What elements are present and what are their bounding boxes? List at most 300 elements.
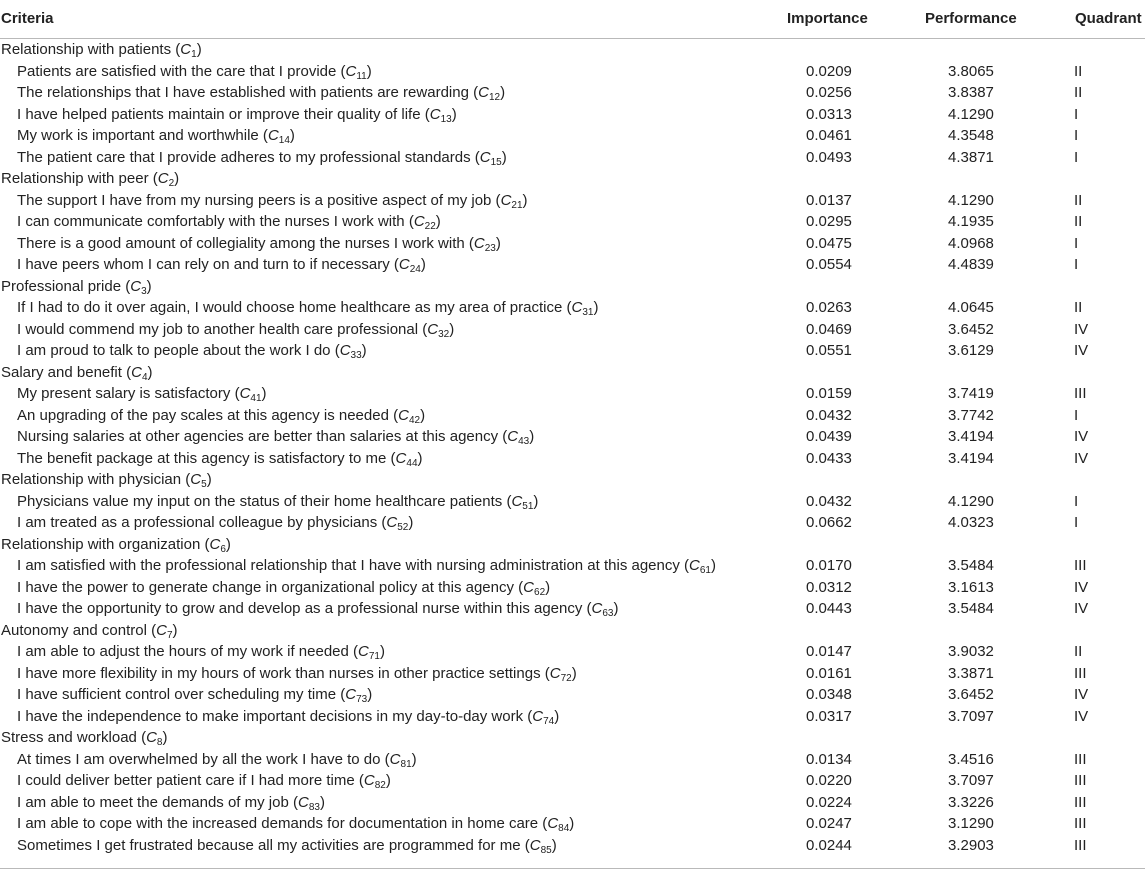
- label-text: I am treated as a professional colleague by physicians: [17, 514, 378, 531]
- performance-value: 3.4194: [948, 449, 994, 467]
- label-text: Professional pride: [1, 277, 122, 295]
- table-row: [0, 383, 1145, 405]
- criteria-code: [340, 342, 362, 359]
- code-letter: C: [130, 277, 142, 295]
- importance-value: 0.0161: [806, 664, 852, 682]
- criteria-label: If I had to do it over again, I would choose home healthcare as my area of practice $(C_{31})$: [17, 299, 599, 318]
- bottom-rule: [0, 868, 1145, 869]
- group-row: [0, 168, 1145, 190]
- code-letter: C: [547, 815, 559, 832]
- code-subscript: 43: [518, 436, 530, 447]
- code-subscript: 23: [484, 242, 496, 254]
- code-letter: C: [267, 127, 279, 144]
- quadrant-value: I: [1074, 234, 1079, 252]
- importance-value: 0.0209: [806, 62, 852, 80]
- criteria-code: [501, 192, 523, 209]
- table-row: [0, 104, 1145, 126]
- criteria-label: I am treated as a professional colleague by physicians $(C_{52})$: [17, 514, 414, 533]
- criteria-label: I have peers whom I can rely on and turn to if necessary $(C_{24})$: [17, 256, 426, 275]
- code-letter: C: [500, 191, 512, 209]
- criteria-label: There is a good amount of collegiality among the nurses I work with $(C_{23})$: [17, 234, 501, 254]
- performance-value: 3.8065: [948, 62, 994, 80]
- code-letter: C: [413, 213, 425, 230]
- quadrant-value: III: [1074, 772, 1087, 789]
- criteria-label: My work is important and worthwhile $(C_{14})$: [17, 127, 295, 146]
- importance-value: 0.0256: [806, 84, 852, 101]
- performance-value: 4.0645: [948, 299, 994, 316]
- group-label: Relationship with organization $(C_6)$: [1, 535, 231, 555]
- label-text: Stress and workload: [1, 729, 137, 746]
- performance-value: 3.2903: [948, 836, 994, 854]
- label-text: Sometimes I get frustrated because all my activities are programmed for me: [17, 836, 521, 854]
- criteria-label: I have the opportunity to grow and develop as a professional nurse within this agency $(C_{63})$: [17, 600, 619, 619]
- importance-value: 0.0432: [806, 406, 852, 424]
- quadrant-value: IV: [1074, 600, 1089, 617]
- code-subscript: 71: [368, 651, 380, 662]
- quadrant-value: I: [1074, 514, 1079, 531]
- label-text: The benefit package at this agency is satisfactory to me: [17, 449, 387, 467]
- importance-value: 0.0439: [806, 428, 852, 445]
- criteria-label: I have more flexibility in my hours of work than nurses in other practice settings $(C_{72})$: [17, 664, 577, 684]
- quadrant-value: IV: [1074, 342, 1089, 359]
- label-text: Relationship with organization: [1, 535, 201, 553]
- label-text: My present salary is satisfactory: [17, 385, 231, 402]
- table-row: [0, 684, 1145, 706]
- label-text: I can communicate comfortably with the nurses I work with: [17, 213, 405, 230]
- criteria-code: [689, 557, 711, 574]
- criteria-label: The patient care that I provide adheres to my professional standards $(C_{15})$: [17, 148, 507, 168]
- label-text: Salary and benefit: [1, 363, 122, 381]
- importance-value: 0.0469: [806, 320, 852, 338]
- table-row: [0, 491, 1145, 513]
- header-importance: Importance: [787, 10, 868, 27]
- table-row: [0, 598, 1145, 620]
- code-subscript: 41: [250, 393, 262, 404]
- code-subscript: 63: [602, 608, 614, 619]
- performance-value: 3.7419: [948, 385, 994, 402]
- performance-value: 3.4194: [948, 428, 994, 445]
- table-row: [0, 813, 1145, 835]
- criteria-code: [146, 729, 162, 746]
- criteria-code: [190, 471, 206, 488]
- code-subscript: 2: [168, 178, 175, 189]
- code-subscript: 32: [438, 328, 450, 340]
- code-subscript: 4: [141, 371, 148, 383]
- criteria-code: [507, 428, 529, 445]
- table-row: [0, 147, 1145, 169]
- code-subscript: 44: [406, 457, 418, 469]
- code-letter: C: [689, 557, 700, 574]
- performance-value: 3.7742: [948, 406, 994, 424]
- group-row: [0, 39, 1145, 61]
- criteria-code: [386, 514, 408, 531]
- group-row: [0, 276, 1145, 298]
- performance-value: 4.1935: [948, 213, 994, 230]
- quadrant-value: III: [1074, 836, 1087, 854]
- code-letter: C: [479, 148, 491, 166]
- group-label: Autonomy and control $(C_7)$: [1, 621, 178, 641]
- code-subscript: 82: [374, 780, 386, 791]
- criteria-code: [523, 579, 545, 596]
- code-subscript: 73: [356, 694, 368, 705]
- code-letter: C: [532, 707, 544, 725]
- criteria-label: The benefit package at this agency is satisfactory to me $(C_{44})$: [17, 449, 423, 469]
- criteria-code: [430, 106, 452, 123]
- table-row: [0, 706, 1145, 728]
- label-text: Physicians value my input on the status of their home healthcare patients: [17, 492, 503, 510]
- quadrant-value: III: [1074, 557, 1087, 574]
- header-quadrant: Quadrant: [1075, 10, 1142, 27]
- criteria-code: [478, 84, 500, 101]
- code-letter: C: [427, 320, 439, 338]
- importance-value: 0.0295: [806, 213, 852, 230]
- group-label: Relationship with physician $(C_5)$: [1, 471, 212, 490]
- label-text: I have more flexibility in my hours of work than nurses in other practice settings: [17, 664, 541, 682]
- label-text: I am able to adjust the hours of my work if needed: [17, 643, 349, 660]
- quadrant-value: I: [1074, 148, 1079, 166]
- criteria-label: I would commend my job to another health care professional $(C_{32})$: [17, 320, 455, 340]
- performance-value: 3.9032: [948, 643, 994, 660]
- importance-value: 0.0432: [806, 492, 852, 510]
- importance-value: 0.0147: [806, 643, 852, 660]
- criteria-code: [156, 622, 172, 639]
- group-row: [0, 469, 1145, 491]
- importance-value: 0.0312: [806, 578, 852, 596]
- criteria-code: [158, 170, 174, 187]
- group-label: Professional pride $(C_3)$: [1, 277, 152, 297]
- performance-value: 3.7097: [948, 707, 994, 725]
- code-letter: C: [549, 664, 561, 682]
- code-subscript: 22: [424, 221, 436, 232]
- criteria-code: [298, 794, 320, 811]
- importance-value: 0.0475: [806, 234, 852, 252]
- importance-value: 0.0134: [806, 750, 852, 768]
- code-letter: C: [591, 600, 603, 617]
- code-subscript: 72: [560, 672, 572, 684]
- criteria-label: Nursing salaries at other agencies are better than salaries at this agency $(C_{43})$: [17, 428, 535, 447]
- label-text: An upgrading of the pay scales at this agency is needed: [17, 406, 389, 424]
- performance-value: 3.3226: [948, 793, 994, 811]
- criteria-code: [530, 837, 552, 854]
- label-text: Relationship with physician: [1, 471, 182, 488]
- group-label: Relationship with patients $(C_1)$: [1, 41, 202, 60]
- code-subscript: 84: [558, 823, 570, 834]
- quadrant-value: I: [1074, 492, 1079, 510]
- criteria-label: My present salary is satisfactory $(C_{41})$: [17, 385, 267, 404]
- quadrant-value: IV: [1074, 449, 1089, 467]
- performance-value: 4.0968: [948, 234, 994, 252]
- group-row: [0, 620, 1145, 642]
- code-subscript: 83: [308, 801, 320, 813]
- criteria-code: [396, 450, 418, 467]
- criteria-code: [592, 600, 614, 617]
- quadrant-value: III: [1074, 664, 1087, 682]
- label-text: Relationship with peer: [1, 170, 149, 187]
- criteria-code: [130, 278, 146, 295]
- code-subscript: 24: [409, 264, 421, 275]
- criteria-code: [511, 493, 533, 510]
- criteria-code: [209, 536, 225, 553]
- criteria-label: I am able to cope with the increased demands for documentation in home care $(C_{84})$: [17, 815, 575, 834]
- label-text: I have peers whom I can rely on and turn to if necessary: [17, 256, 390, 273]
- table-row: [0, 663, 1145, 685]
- code-letter: C: [156, 621, 167, 639]
- importance-value: 0.0220: [806, 772, 852, 789]
- criteria-code: [364, 772, 386, 789]
- importance-value: 0.0137: [806, 191, 852, 209]
- code-subscript: 13: [440, 113, 452, 125]
- label-text: I have the opportunity to grow and develop as a professional nurse within this agency: [17, 600, 583, 617]
- importance-value: 0.0317: [806, 707, 852, 725]
- code-letter: C: [478, 84, 489, 101]
- code-subscript: 85: [540, 844, 552, 856]
- performance-value: 3.6129: [948, 342, 994, 359]
- quadrant-value: I: [1074, 256, 1079, 273]
- label-text: My work is important and worthwhile: [17, 127, 259, 144]
- criteria-label: I am able to meet the demands of my job $(C_{83})$: [17, 793, 325, 813]
- criteria-code: [180, 41, 196, 58]
- quadrant-value: II: [1074, 643, 1083, 660]
- table-row: [0, 426, 1145, 448]
- label-text: The patient care that I provide adheres to my professional standards: [17, 148, 471, 166]
- code-letter: C: [529, 836, 541, 854]
- criteria-label: I have the power to generate change in organizational policy at this agency $(C_{62})$: [17, 578, 551, 598]
- code-letter: C: [429, 105, 441, 123]
- quadrant-value: III: [1074, 815, 1087, 832]
- code-subscript: 21: [511, 199, 523, 211]
- performance-value: 4.1290: [948, 105, 994, 123]
- code-letter: C: [209, 535, 221, 553]
- criteria-code: [240, 385, 262, 402]
- importance-value: 0.0433: [806, 449, 852, 467]
- code-subscript: 74: [543, 715, 555, 727]
- table-row: [0, 792, 1145, 814]
- label-text: Patients are satisfied with the care that I provide: [17, 62, 337, 80]
- code-letter: C: [363, 772, 375, 789]
- code-subscript: 81: [400, 758, 412, 770]
- importance-value: 0.0170: [806, 557, 852, 574]
- criteria-label: Sometimes I get frustrated because all my activities are programmed for me $(C_{85})$: [17, 836, 557, 856]
- criteria-label: I can communicate comfortably with the nurses I work with $(C_{22})$: [17, 213, 441, 232]
- table-row: [0, 211, 1145, 233]
- criteria-code: [399, 256, 421, 273]
- table-row: [0, 770, 1145, 792]
- code-letter: C: [157, 170, 169, 187]
- table-row: [0, 555, 1145, 577]
- code-letter: C: [146, 729, 157, 746]
- table-row: [0, 340, 1145, 362]
- label-text: Autonomy and control: [1, 621, 147, 639]
- label-text: The support I have from my nursing peers is a positive aspect of my job: [17, 191, 492, 209]
- criteria-label: I could deliver better patient care if I had more time $(C_{82})$: [17, 772, 391, 791]
- performance-value: 4.4839: [948, 256, 994, 273]
- importance-value: 0.0224: [806, 793, 852, 811]
- performance-value: 3.1613: [948, 578, 994, 596]
- table-row: [0, 835, 1145, 857]
- code-subscript: 14: [278, 135, 290, 146]
- code-subscript: 1: [191, 49, 197, 60]
- code-letter: C: [345, 686, 357, 703]
- code-subscript: 11: [356, 70, 367, 82]
- performance-value: 4.3871: [948, 148, 994, 166]
- group-label: Stress and workload $(C_8)$: [1, 729, 168, 748]
- criteria-label: Patients are satisfied with the care that I provide $(C_{11})$: [17, 62, 372, 82]
- criteria-code: [398, 407, 420, 424]
- label-text: I have sufficient control over scheduling my time: [17, 686, 337, 703]
- quadrant-value: IV: [1074, 578, 1089, 596]
- quadrant-value: II: [1074, 213, 1083, 230]
- code-letter: C: [389, 750, 401, 768]
- criteria-code: [346, 63, 367, 80]
- header-performance: Performance: [925, 10, 1017, 27]
- quadrant-value: II: [1074, 84, 1083, 101]
- performance-value: 4.0323: [948, 514, 994, 531]
- code-letter: C: [571, 299, 583, 316]
- group-label: Relationship with peer $(C_2)$: [1, 170, 180, 189]
- table-row: [0, 405, 1145, 427]
- criteria-code: [414, 213, 436, 230]
- code-letter: C: [507, 428, 519, 445]
- code-letter: C: [297, 793, 309, 811]
- code-letter: C: [358, 643, 369, 660]
- table-row: [0, 61, 1145, 83]
- table-row: [0, 254, 1145, 276]
- quadrant-value: III: [1074, 385, 1087, 402]
- code-subscript: 12: [488, 92, 501, 103]
- quadrant-value: I: [1074, 127, 1079, 144]
- table-body: [0, 39, 1145, 856]
- group-row: [0, 534, 1145, 556]
- code-letter: C: [398, 256, 410, 273]
- code-subscript: 61: [699, 565, 711, 576]
- code-letter: C: [398, 406, 409, 424]
- performance-value: 4.3548: [948, 127, 994, 144]
- label-text: I am able to meet the demands of my job: [17, 793, 289, 811]
- group-label: Salary and benefit $(C_4)$: [1, 363, 153, 383]
- code-subscript: 51: [522, 500, 534, 512]
- code-letter: C: [511, 492, 523, 510]
- importance-value: 0.0662: [806, 514, 852, 531]
- performance-value: 3.5484: [948, 600, 994, 617]
- table-row: [0, 512, 1145, 534]
- table-header: [0, 0, 1145, 39]
- code-subscript: 3: [141, 285, 147, 297]
- label-text: I am able to cope with the increased demands for documentation in home care: [17, 815, 539, 832]
- performance-value: 3.6452: [948, 686, 994, 703]
- importance-value: 0.0244: [806, 836, 852, 854]
- criteria-label: At times I am overwhelmed by all the work I have to do $(C_{81})$: [17, 750, 417, 770]
- criteria-code: [532, 708, 554, 725]
- criteria-label: I have helped patients maintain or improve their quality of life $(C_{13})$: [17, 105, 457, 125]
- code-subscript: 42: [408, 414, 421, 426]
- criteria-label: I have sufficient control over scheduling my time $(C_{73})$: [17, 686, 373, 705]
- importance-value: 0.0443: [806, 600, 852, 617]
- label-text: The relationships that I have established with patients are rewarding: [17, 84, 469, 101]
- importance-value: 0.0348: [806, 686, 852, 703]
- criteria-label: I am satisfied with the professional relationship that I have with nursing administration at this agency $(C_{61})$: [17, 557, 716, 576]
- performance-value: 3.3871: [948, 664, 994, 682]
- performance-value: 4.1290: [948, 191, 994, 209]
- label-text: If I had to do it over again, I would choose home healthcare as my area of practice: [17, 299, 563, 316]
- table-row: [0, 297, 1145, 319]
- table-row: [0, 749, 1145, 771]
- criteria-code: [358, 643, 380, 660]
- criteria-code: [268, 127, 290, 144]
- label-text: I could deliver better patient care if I had more time: [17, 772, 355, 789]
- criteria-code: [345, 686, 367, 703]
- table-row: [0, 233, 1145, 255]
- label-text: At times I am overwhelmed by all the work I have to do: [17, 750, 381, 768]
- header-criteria: Criteria: [1, 10, 54, 27]
- code-subscript: 7: [166, 629, 173, 641]
- quadrant-value: III: [1074, 750, 1087, 768]
- criteria-code: [550, 665, 572, 682]
- performance-value: 3.7097: [948, 772, 994, 789]
- criteria-code: [480, 149, 502, 166]
- quadrant-value: I: [1074, 105, 1079, 123]
- label-text: Nursing salaries at other agencies are better than salaries at this agency: [17, 428, 499, 445]
- label-text: I have the power to generate change in organizational policy at this agency: [17, 578, 514, 596]
- group-row: [0, 727, 1145, 749]
- code-letter: C: [395, 449, 407, 467]
- importance-value: 0.0263: [806, 299, 852, 316]
- table-row: [0, 448, 1145, 470]
- quadrant-value: II: [1074, 62, 1083, 80]
- table-row: [0, 641, 1145, 663]
- performance-value: 3.1290: [948, 815, 994, 832]
- code-letter: C: [190, 471, 202, 488]
- importance-value: 0.0247: [806, 815, 852, 832]
- performance-value: 3.8387: [948, 84, 994, 101]
- performance-value: 3.4516: [948, 750, 994, 768]
- importance-value: 0.0551: [806, 342, 852, 359]
- criteria-label: The relationships that I have established with patients are rewarding $(C_{12})$: [17, 84, 506, 103]
- quadrant-value: II: [1074, 299, 1083, 316]
- code-subscript: 15: [490, 156, 502, 168]
- importance-value: 0.0313: [806, 105, 852, 123]
- code-letter: C: [239, 385, 251, 402]
- importance-value: 0.0493: [806, 148, 852, 166]
- importance-value: 0.0159: [806, 385, 852, 402]
- label-text: Relationship with patients: [1, 41, 172, 58]
- label-text: I am proud to talk to people about the work I do: [17, 342, 331, 359]
- quadrant-value: III: [1074, 793, 1087, 811]
- criteria-label: Physicians value my input on the status of their home healthcare patients $(C_{51})$: [17, 492, 539, 512]
- performance-value: 4.1290: [948, 492, 994, 510]
- code-subscript: 6: [220, 543, 226, 555]
- code-subscript: 33: [350, 350, 362, 361]
- code-letter: C: [180, 41, 192, 58]
- table-row: [0, 319, 1145, 341]
- quadrant-value: IV: [1074, 320, 1089, 338]
- criteria-code: [131, 364, 147, 381]
- performance-value: 3.6452: [948, 320, 994, 338]
- label-text: There is a good amount of collegiality among the nurses I work with: [17, 234, 465, 252]
- criteria-label: An upgrading of the pay scales at this agency is needed $(C_{42})$: [17, 406, 426, 426]
- criteria-code: [571, 299, 593, 316]
- label-text: I am satisfied with the professional relationship that I have with nursing administration at this agency: [17, 557, 680, 574]
- importance-value: 0.0461: [806, 127, 852, 144]
- code-subscript: 31: [582, 307, 594, 318]
- criteria-label: I have the independence to make important decisions in my day-to-day work $(C_{74})$: [17, 707, 560, 727]
- criteria-code: [390, 751, 412, 768]
- code-letter: C: [386, 514, 398, 531]
- quadrant-value: IV: [1074, 686, 1089, 703]
- group-row: [0, 362, 1145, 384]
- importance-value: 0.0554: [806, 256, 852, 273]
- code-letter: C: [473, 234, 485, 252]
- criteria-code: [427, 321, 449, 338]
